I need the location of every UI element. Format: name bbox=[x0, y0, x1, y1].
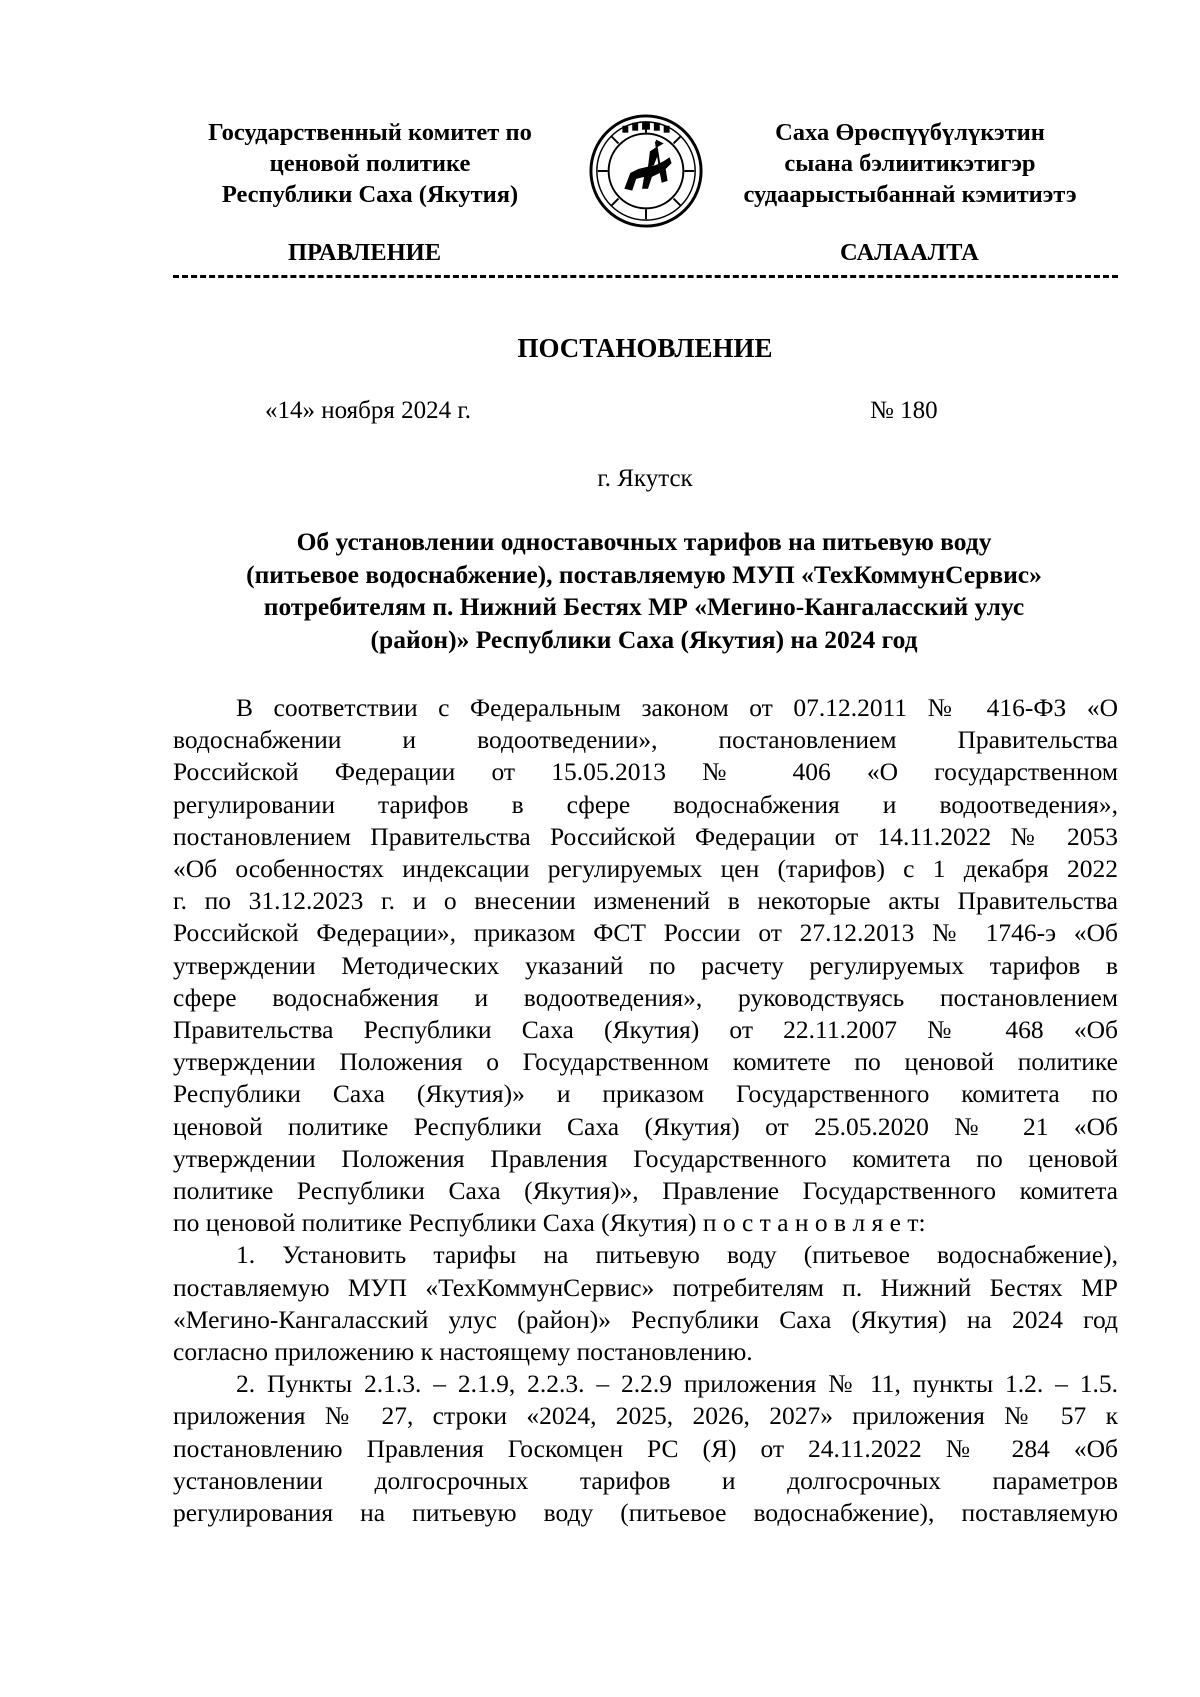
document-subject bbox=[178, 526, 1110, 656]
body-line: «Мегино-Кангаласский улус (район)» Республики Саха (Якутия) на 2024 год bbox=[173, 1304, 1118, 1334]
body-line: ценовой политике Республики Саха (Якутия) от 25.05.2020 № 21 «Об bbox=[173, 1111, 1118, 1141]
body-line: регулирования на питьевую воду (питьевое водоснабжение), поставляемую bbox=[173, 1498, 1118, 1528]
board-label-ru: ПРАВЛЕНИЕ bbox=[288, 239, 442, 266]
body-line: утверждении Методических указаний по расчету регулируемых тарифов в bbox=[173, 950, 1118, 980]
body-line: Российской Федерации от 15.05.2013 № 406 «О государственном bbox=[173, 757, 1118, 787]
body-line: политике Республики Саха (Якутия)», Правление Государственного комитета bbox=[173, 1176, 1118, 1206]
document-body bbox=[173, 692, 1118, 1529]
header-agency-ru bbox=[160, 117, 580, 210]
body-line: по ценовой политике Республики Саха (Якутия) п о с т а н о в л я е т: bbox=[173, 1208, 926, 1238]
body-line: 2. Пункты 2.1.3. – 2.1.9, 2.2.3. – 2.2.9 приложения № 11, пункты 1.2. – 1.5. bbox=[236, 1369, 1118, 1399]
body-line: сфере водоснабжения и водоотведения», руководствуясь постановлением bbox=[173, 982, 1118, 1012]
body-line: приложения № 27, строки «2024, 2025, 2026, 2027» приложения № 57 к bbox=[173, 1401, 1118, 1431]
subject-line: (питьевое водоснабжение), поставляемую МУП «ТехКоммунСервис» bbox=[246, 559, 1042, 589]
header-agency-sah bbox=[710, 117, 1110, 210]
body-line: В соответствии с Федеральным законом от 07.12.2011 № 416-ФЗ «О bbox=[236, 693, 1118, 722]
body-line: утверждении Положения Правления Государственного комитета по ценовой bbox=[173, 1143, 1118, 1173]
header-left-line: ценовой политике bbox=[269, 150, 471, 177]
body-paragraph bbox=[173, 692, 1118, 1239]
body-line: водоснабжении и водоотведении», постановлением Правительства bbox=[173, 725, 1118, 755]
header-left-line: Республики Саха (Якутия) bbox=[221, 181, 519, 208]
body-line: утверждении Положения о Государственном комитете по ценовой политике bbox=[173, 1047, 1118, 1077]
body-line: установлении долгосрочных тарифов и долгосрочных параметров bbox=[173, 1465, 1118, 1495]
body-line: Правительства Республики Саха (Якутия) от 22.11.2007 № 468 «Об bbox=[173, 1015, 1118, 1045]
body-line: согласно приложению к настоящему постановлению. bbox=[173, 1337, 753, 1367]
document-city: г. Якутск bbox=[597, 465, 693, 492]
subject-line: (район)» Республики Саха (Якутия) на 2024 год bbox=[370, 624, 918, 654]
subject-line: Об установлении одноставочных тарифов на питьевую воду bbox=[296, 527, 992, 556]
header-left-line: Государственный комитет по bbox=[208, 119, 532, 146]
document-type-title: ПОСТАНОВЛЕНИЕ bbox=[517, 333, 773, 363]
coat-of-arms-emblem-icon bbox=[587, 112, 705, 230]
body-line: постановлению Правления Госкомцен РС (Я) от 24.11.2022 № 284 «Об bbox=[173, 1433, 1118, 1463]
body-line: Российской Федерации», приказом ФСТ России от 27.12.2013 № 1746-э «Об bbox=[173, 918, 1118, 948]
body-paragraph bbox=[173, 1239, 1118, 1368]
body-paragraph bbox=[173, 1368, 1118, 1529]
body-line: г. по 31.12.2023 г. и о внесении изменений в некоторые акты Правительства bbox=[173, 886, 1118, 916]
header-right-line: судаарыстыбаннай кэмитиэтэ bbox=[743, 181, 1077, 208]
board-label-sah: САЛААЛТА bbox=[840, 239, 979, 266]
body-line: поставляемую МУП «ТехКоммунСервис» потребителям п. Нижний Бестях МР bbox=[173, 1272, 1118, 1302]
document-number: № 180 bbox=[870, 397, 938, 424]
body-line: 1. Установить тарифы на питьевую воду (питьевое водоснабжение), bbox=[236, 1240, 1118, 1270]
body-line: Республики Саха (Якутия)» и приказом Государственного комитета по bbox=[173, 1079, 1118, 1109]
header-right-line: сыана бэлиитикэтигэр bbox=[784, 150, 1036, 177]
header-right-line: Саха Өрөспүүбүлүкэтин bbox=[775, 119, 1045, 146]
subject-line: потребителям п. Нижний Бестях МР «Мегино-Кангаласский улус bbox=[263, 592, 1025, 621]
header-divider bbox=[173, 275, 1118, 278]
document-date: «14» ноября 2024 г. bbox=[265, 397, 472, 424]
body-line: «Об особенностях индексации регулируемых цен (тарифов) с 1 декабря 2022 bbox=[173, 854, 1118, 884]
body-line: регулировании тарифов в сфере водоснабжения и водоотведения», bbox=[173, 789, 1118, 819]
body-line: постановлением Правительства Российской Федерации от 14.11.2022 № 2053 bbox=[173, 821, 1118, 851]
